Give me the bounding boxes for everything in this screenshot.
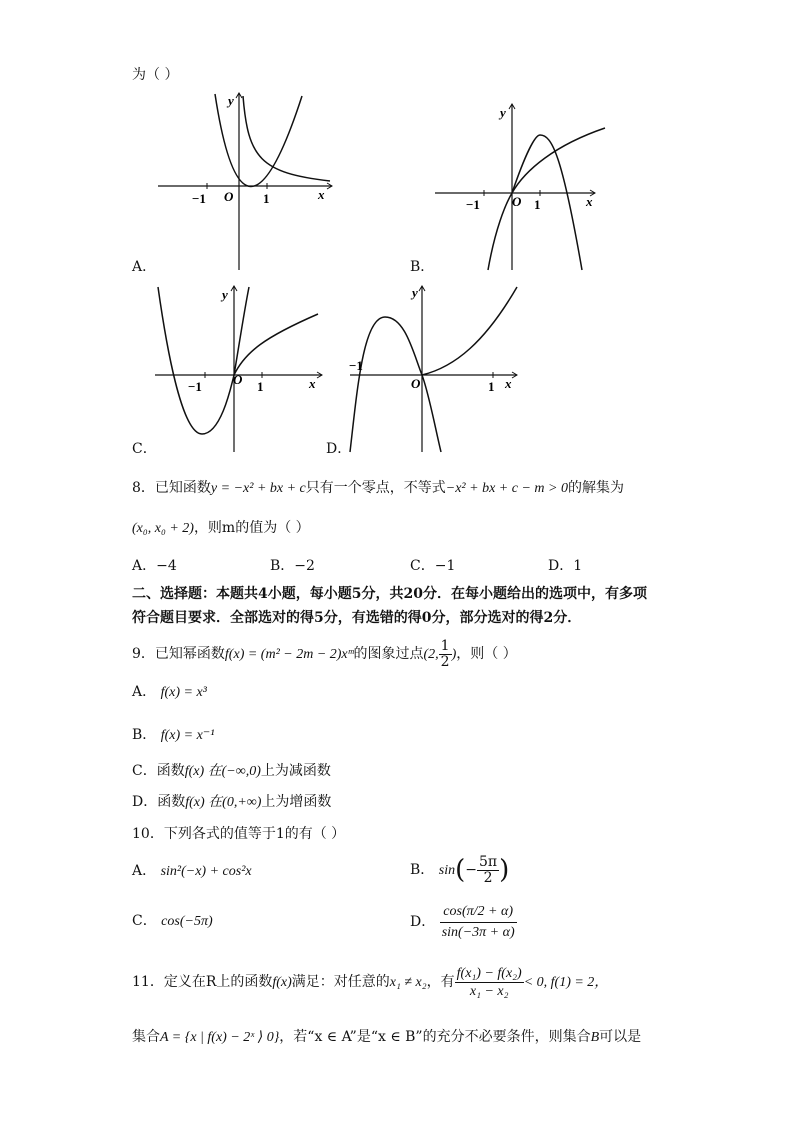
q11-mid2: ，有	[426, 974, 455, 990]
graph-b-y-label: y	[500, 105, 506, 120]
q8-suffix: 的解集为	[567, 480, 624, 496]
q10-option-b-func: sin	[438, 863, 456, 878]
q9-option-d-suffix: 上为增函数	[261, 794, 332, 810]
q10-option-a-expr: sin²(−x) + cos²x	[160, 864, 252, 879]
q11-set-a: A = {x | f(x) − 2ˣ ⟩ 0}	[160, 1030, 280, 1045]
q11-line2	[132, 1028, 641, 1047]
q10-option-d-den: sin(−3π + α)	[441, 924, 515, 940]
q11-tail: < 0, f(1) = 2，	[523, 975, 609, 990]
graph-c-x-label: x	[309, 376, 316, 391]
q8-option-b: B．−2	[270, 558, 315, 574]
q8-option-a: A．−4	[132, 558, 177, 574]
q10-option-b-num: 5π	[478, 853, 498, 870]
q9-point-right: )	[451, 647, 457, 662]
graph-a	[150, 88, 340, 273]
q8-line2	[132, 519, 310, 538]
q9-option-d	[132, 793, 331, 812]
q7-tail: 为（ ）	[132, 67, 179, 83]
q11-line2-suffix: 可以是	[599, 1029, 642, 1045]
q9-point-fraction	[439, 639, 452, 670]
q9-point-left: (2,	[423, 647, 439, 662]
graph-c-origin: O	[233, 372, 243, 387]
graph-c-neg-one: −1	[188, 379, 202, 394]
q10-option-b: B． sin(− $\frac{5\pi}{2}$ )	[410, 853, 510, 886]
q10-option-c	[132, 912, 213, 931]
q11-frac-num: f(x₁) − f(x₂)	[456, 965, 522, 981]
graph-a-y-label: y	[228, 93, 234, 108]
q9-suffix: ，则（ ）	[456, 646, 517, 662]
graph-b-option: B．	[410, 259, 435, 275]
q11-mid1: 满足：对任意的	[291, 974, 390, 990]
q9-function: f(x) = (m² − 2m − 2)xᵐ	[224, 647, 354, 662]
q10-stem: 10．下列各式的值等于1的有（ ）	[132, 826, 346, 842]
graph-b-neg-one: −1	[466, 197, 480, 212]
graph-d-x-label: x	[505, 376, 512, 391]
q9-option-c-expr: f(x) 在(−∞,0)	[184, 764, 261, 779]
graph-d-one: 1	[488, 379, 495, 394]
q9-prefix: 9．已知幂函数	[132, 646, 225, 662]
q9-option-b-label: B．	[132, 727, 157, 743]
q8-prefix: 8．已知函数	[132, 480, 211, 496]
q9-point-num: 1	[440, 637, 450, 654]
graph-d-y-label: y	[412, 285, 418, 300]
q8-option-d: D．1	[548, 558, 583, 574]
q8-line1	[132, 479, 624, 498]
q8-interval: (x₀, x₀ + 2)	[132, 521, 194, 536]
q9-option-a-expr: f(x) = x³	[160, 685, 207, 700]
q10-option-d-num: cos(π/2 + α)	[440, 902, 517, 923]
graph-b	[430, 100, 605, 272]
q8-option-c: C．−1	[410, 558, 456, 574]
graph-c	[150, 282, 330, 454]
graph-a-one: 1	[263, 191, 270, 206]
q9-option-a	[132, 683, 207, 702]
graph-c-one: 1	[257, 379, 264, 394]
q11-fx: f(x)	[272, 975, 292, 990]
q10-option-b-fraction	[477, 855, 499, 886]
q11-line2-mid: ，若“x ∈ A”是“x ∈ B”的充分不必要条件，则集合	[279, 1029, 591, 1045]
q9-option-c-prefix: C．函数	[132, 763, 185, 779]
q8-line2-suffix: ，则m的值为（ ）	[193, 520, 310, 536]
q10-option-a	[132, 862, 252, 881]
q10-option-d-label: D．	[410, 914, 436, 930]
q10-option-d	[410, 896, 517, 948]
graph-b-origin: O	[512, 194, 522, 209]
graph-c-option: C．	[132, 441, 157, 457]
graph-d-option: D．	[326, 441, 352, 457]
graph-b-one: 1	[534, 197, 541, 212]
q11-fraction	[455, 965, 524, 1000]
q10-option-b-label: B．	[410, 862, 435, 878]
graph-a-x-label: x	[318, 187, 325, 202]
graph-d-origin: O	[411, 376, 421, 391]
graph-d	[345, 282, 525, 454]
q10-option-c-expr: cos(−5π)	[161, 914, 213, 929]
q9-option-c-suffix: 上为减函数	[260, 763, 331, 779]
q8-inequality: −x² + bx + c − m > 0	[445, 481, 568, 496]
q9-option-d-prefix: D．函数	[132, 794, 186, 810]
q8-function: y = −x² + bx + c	[210, 481, 306, 496]
q9-option-b	[132, 726, 214, 745]
q9-option-b-expr: f(x) = x⁻¹	[160, 728, 215, 743]
q9-mid: 的图象过点	[353, 646, 424, 662]
q9-option-c	[132, 762, 331, 781]
q10-option-a-label: A．	[132, 863, 157, 879]
q9-point-den: 2	[440, 653, 450, 670]
q11-line2-prefix: 集合	[132, 1029, 160, 1045]
q10-option-b-den: 2	[483, 869, 493, 886]
graph-c-y-label: y	[222, 287, 228, 302]
q9-option-a-label: A．	[132, 684, 157, 700]
q8-mid: 只有一个零点，不等式	[305, 480, 446, 496]
q11-prefix: 11．定义在R上的函数	[132, 974, 273, 990]
section2-line1: 二、选择题：本题共4小题，每小题5分，共20分．在每小题给出的选项中，有多项	[132, 586, 647, 602]
graph-a-neg-one: −1	[192, 191, 206, 206]
section2-line2: 符合题目要求．全部选对的得5分，有选错的得0分，部分选对的得2分．	[132, 610, 582, 626]
q10-option-d-fraction	[440, 902, 517, 943]
graph-a-option: A．	[132, 259, 157, 275]
q9-option-d-expr: f(x) 在(0,+∞)	[185, 795, 262, 810]
graph-b-x-label: x	[586, 194, 593, 209]
q11-frac-den: x₁ − x₂	[469, 983, 509, 999]
q9-stem	[132, 638, 517, 670]
q11-condition: x₁ ≠ x₂	[389, 975, 427, 990]
q10-option-c-label: C．	[132, 913, 157, 929]
graph-d-neg-one: −1	[349, 358, 363, 373]
graph-a-origin: O	[224, 189, 234, 204]
q11-line1	[132, 962, 608, 1002]
q11-set-b: B	[590, 1030, 600, 1045]
